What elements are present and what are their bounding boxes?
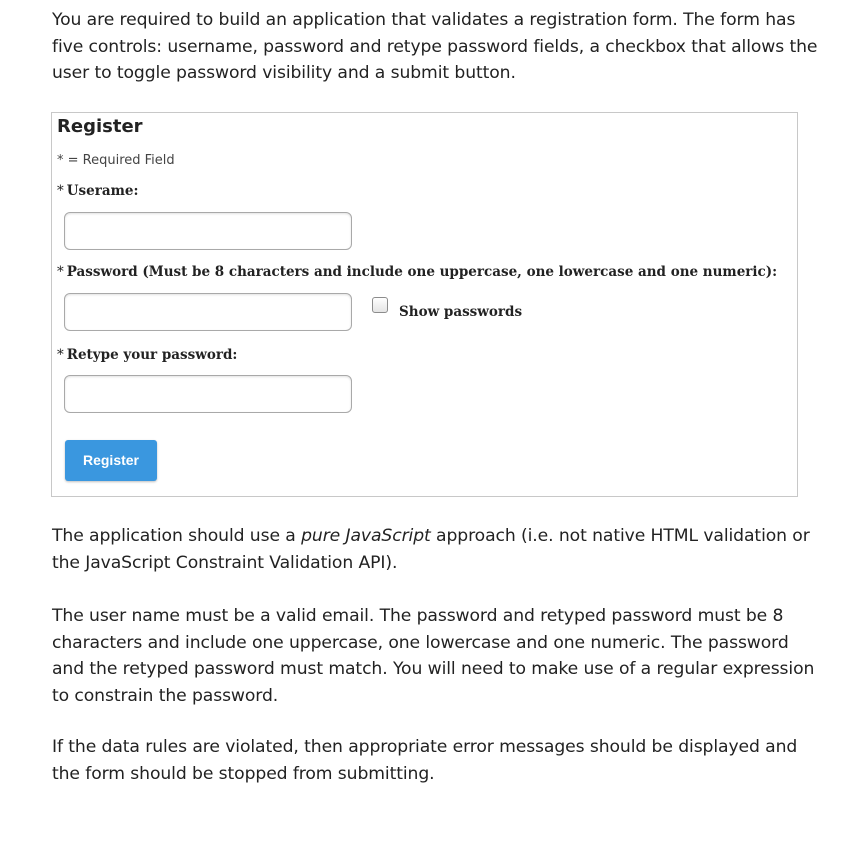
paragraph-approach-text xyxy=(52,523,822,576)
show-passwords-checkbox[interactable] xyxy=(372,297,388,313)
p1-before: The application should use a xyxy=(52,526,302,546)
required-field-note: * = Required Field xyxy=(57,153,175,168)
password-input[interactable] xyxy=(64,293,352,331)
username-input[interactable] xyxy=(64,212,352,250)
registration-form xyxy=(51,112,798,497)
username-label-text: Userame: xyxy=(66,183,139,199)
required-marker: * xyxy=(57,264,64,280)
username-label xyxy=(57,183,138,199)
retype-password-label xyxy=(57,347,237,363)
register-button[interactable]: Register xyxy=(65,440,157,481)
password-label-text: Password (Must be 8 characters and include one uppercase, one lowercase and one numeric): xyxy=(66,264,778,280)
required-marker: * xyxy=(57,347,64,363)
intro-text: You are required to build an application that validates a registration form. The form has five controls: username, password and retype password fields, a checkbox that allows the user to toggle password visibility and a submit button. xyxy=(52,10,818,83)
retype-password-label-text: Retype your password: xyxy=(66,347,238,363)
paragraph-rules-text: The user name must be a valid email. The password and retyped password must be 8 characters and include one uppercase, one lowercase and one numeric. The password and the retyped password must match. You will need to make use of a regular expression to constrain the password. xyxy=(52,606,815,706)
p1-after: approach (i.e. not native HTML validation or the JavaScript Constraint Validation API). xyxy=(52,526,810,573)
show-passwords-label[interactable]: Show passwords xyxy=(399,304,523,320)
required-marker: * xyxy=(57,183,64,199)
paragraph-approach xyxy=(52,523,822,576)
password-label xyxy=(57,264,777,280)
form-title: Register xyxy=(57,116,143,137)
intro-paragraph xyxy=(52,7,822,87)
retype-password-input[interactable] xyxy=(64,375,352,413)
paragraph-rules xyxy=(52,603,822,709)
paragraph-errors-text: If the data rules are violated, then appropriate error messages should be displayed and the form should be stopped from submitting. xyxy=(52,737,798,784)
paragraph-errors xyxy=(52,734,822,787)
p1-italic: pure JavaScript xyxy=(301,526,431,546)
